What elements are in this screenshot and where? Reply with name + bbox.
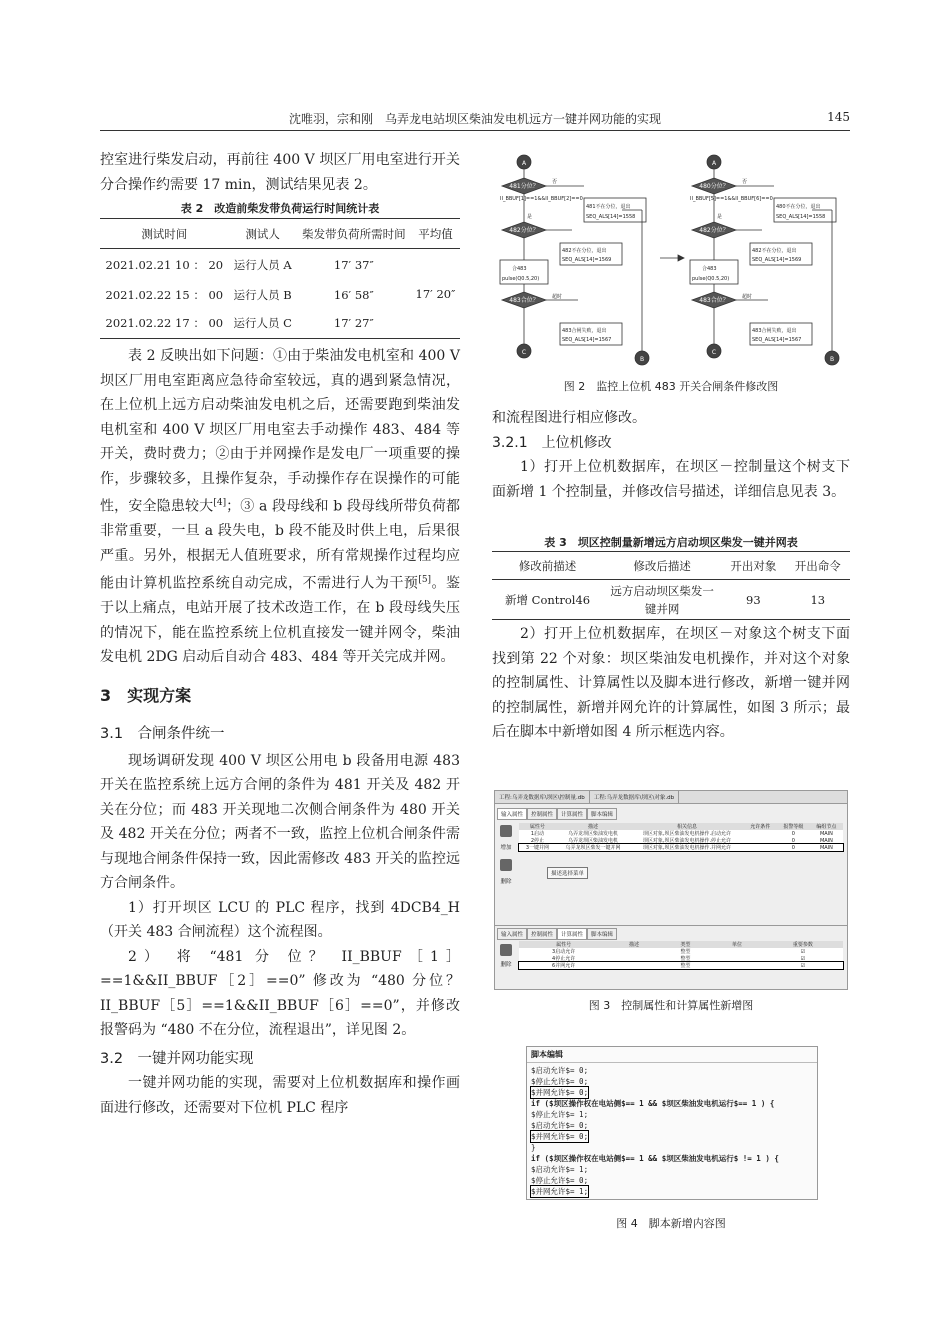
table3-cell: 远方启动坝区柴发一键并网	[610, 583, 714, 616]
svg-text:SEQ_ALS[14]=1569: SEQ_ALS[14]=1569	[562, 257, 612, 263]
table2-cell: 运行人员 C	[233, 316, 292, 331]
table2-cell: 运行人员 B	[233, 287, 292, 302]
code-line-highlighted: $并网允许$= 0;	[531, 1132, 589, 1141]
svg-text:482不在分位，退出: 482不在分位，退出	[562, 248, 607, 254]
cell: 坝区对象,坝区柴油发电机操作.并网允许	[642, 845, 732, 851]
label-a: A	[521, 160, 527, 167]
table-row-highlighted[interactable]: 3一键并网	[525, 845, 549, 851]
svg-text:是: 是	[717, 214, 723, 220]
svg-text:合483: 合483	[702, 266, 717, 272]
code-line: $启动允许$= 1;	[531, 1165, 589, 1174]
code-line: if ($坝区操作权在电站侧$== 1 && $坝区柴油发电机运行$ != 1 ) {	[531, 1154, 779, 1163]
table2-avg: 17′ 20″	[415, 286, 456, 301]
table-row[interactable]: 1启动	[530, 831, 544, 837]
table-row[interactable]: 3启动允许	[552, 949, 576, 955]
table2-header: 测试人	[245, 226, 280, 241]
svg-text:483合位？: 483合位？	[699, 297, 729, 304]
svg-text:否: 否	[552, 179, 558, 185]
subsection-heading: 3.2 一键并网功能实现	[100, 1050, 254, 1067]
cell: MAIN	[819, 837, 833, 844]
add-icon[interactable]	[500, 825, 512, 837]
col-header: 描述	[588, 824, 599, 830]
code-line: if ($坝区操作权在电站侧$== 1 && $坝区柴油发电机运行$== 1 ) {	[531, 1099, 775, 1108]
paragraph: 控室进行柴发启动，再前往 400 V 坝区厂用电室进行开关分合操作约需要 17 min，测试结果见表 2。	[100, 152, 460, 193]
paragraph	[100, 344, 460, 670]
table2	[100, 218, 460, 339]
tab-calc[interactable]: 计算属性	[557, 808, 587, 820]
table-row[interactable]: 4停止允许	[552, 956, 576, 962]
subsection-heading: 3.2.1 上位机修改	[492, 434, 612, 451]
cell: 坝区对象,坝区柴油发电机操作.停止允许	[642, 838, 732, 844]
svg-text:481不在分位，退出: 481不在分位，退出	[586, 204, 631, 210]
svg-text:SEQ_ALS[14]=1558: SEQ_ALS[14]=1558	[776, 214, 826, 220]
svg-text:pulse(Q0.5,20): pulse(Q0.5,20)	[502, 276, 540, 282]
subsection-heading: 3.1 合闸条件统一	[100, 726, 225, 743]
table3-caption: 表 3 坝区控制量新增远方启动坝区柴发一键并网表	[544, 536, 798, 549]
table2-cell: 运行人员 A	[233, 257, 292, 272]
checkbox[interactable]: ☑	[800, 948, 806, 955]
text-run: 表 2 反映出如下问题：①由于柴油发电机室和 400 V 坝区厂用电室距离应急待命室较远，真的遇到紧急情况，在上位机上远方启动柴油发电机之后，还需要跑到柴油发电机室和 400 V 坝区厂用电室去手动操作 483、484 等开关，费时费力；②由于并网操作是发电厂一项重要的操作，步骤较多，且操作复杂，手动操作存在误操作的可能性，安全隐患较大	[100, 348, 460, 515]
svg-text:B: B	[829, 356, 835, 363]
svg-text:II_BBUF[5]==1&&II_BBUF[6]==0: II_BBUF[5]==1&&II_BBUF[6]==0	[690, 196, 773, 202]
svg-text:pulse(Q0.5,20): pulse(Q0.5,20)	[692, 276, 730, 282]
cell: MAIN	[819, 844, 833, 851]
svg-text:480不在分位，退出: 480不在分位，退出	[776, 204, 821, 210]
tab-input[interactable]: 输入属性	[497, 928, 527, 940]
col-header: 重要参数	[792, 942, 813, 948]
svg-text:482不在分位，退出: 482不在分位，退出	[752, 248, 797, 254]
svg-text:合483: 合483	[512, 266, 527, 272]
col-header: 单位	[732, 942, 743, 948]
cell: 0	[791, 830, 795, 837]
add-label: 增加	[500, 845, 512, 851]
cell: 乌弄龙坝区柴油发电机	[568, 831, 619, 837]
svg-text:C: C	[711, 349, 717, 356]
text-run: ；③ a 段母线和 b 段母线所带负荷都非常重要，一旦 a 段失电，b 段不能及时供上电，后果很严重。另外，根据无人值班要求，所有常规操作过程均应能由计算机监控系统自动完成，不需进行人为干预	[100, 498, 461, 592]
table3-header: 开出命令	[794, 558, 841, 573]
citation: [4]	[213, 498, 227, 508]
svg-text:超时: 超时	[742, 294, 753, 300]
svg-text:482分位？: 482分位？	[509, 227, 539, 234]
text-run: 。鉴于以上痛点，电站开展了技术改造工作，在 b 段母线失压的情况下，能在监控系统上位机直接发一键并网令，柴油发电机 2DG 启动后自动合 483、484 等开关完成并网。	[100, 575, 460, 666]
svg-text:483合闸失败，退出: 483合闸失败，退出	[562, 328, 607, 334]
calc-table	[519, 941, 843, 969]
figure-4-caption: 图 4 脚本新增内容图	[616, 1217, 726, 1230]
paragraph: 现场调研发现 400 V 坝区公用电 b 段备用电源 483 开关在监控系统上远方合闸的条件为 481 开关及 482 开关在分位；而 483 开关现地二次侧合闸条件为 480 开关及 482 开关在分位；两者不一致，监控上位机合闸条件需与现地合闸条件保持一致，因此需修改 483 开关的监控远方合闸条件。	[100, 752, 460, 892]
col-header: 编组节点	[816, 824, 837, 830]
table-row[interactable]: 2停止	[530, 838, 544, 844]
tab-input[interactable]: 输入属性	[497, 808, 527, 820]
left-column	[100, 148, 460, 197]
file-tab[interactable]: 工程:乌弄龙数据库\坝区\对象.db	[590, 791, 679, 803]
delete-icon[interactable]	[500, 859, 512, 871]
svg-text:超时: 超时	[552, 294, 563, 300]
table3-cell: 93	[746, 592, 761, 607]
code-line-highlighted: $并网允许$= 0;	[531, 1088, 589, 1097]
table2-header: 测试时间	[141, 226, 188, 241]
table3	[492, 551, 850, 620]
checkbox[interactable]: ☑	[800, 955, 806, 962]
table2-cell: 17′ 27″	[333, 316, 374, 331]
svg-text:是: 是	[527, 214, 533, 220]
paragraph: 1）打开上位机数据库，在坝区－控制量这个树支下面新增 1 个控制量，并修改信号描述，详细信息见表 3。	[492, 459, 850, 500]
paragraph: 1）打开坝区 LCU 的 PLC 程序，找到 4DCB4_H（开关 483 合闸流程）这个流程图。	[100, 899, 460, 941]
code-line: $停止允许$= 0;	[531, 1176, 589, 1185]
right-body-2	[492, 622, 850, 745]
svg-text:483合闸失败，退出: 483合闸失败，退出	[752, 328, 797, 334]
running-header	[100, 108, 850, 131]
svg-text:SEQ_ALS[14]=1558: SEQ_ALS[14]=1558	[586, 214, 636, 220]
script-editor-title: 脚本编辑	[527, 1047, 817, 1063]
left-body	[100, 344, 460, 1120]
svg-text:否: 否	[742, 179, 748, 185]
figure-3-caption: 图 3 控制属性和计算属性新增图	[588, 999, 754, 1012]
flowchart	[492, 148, 850, 370]
col-header: 属性号	[529, 824, 545, 830]
checkbox[interactable]: ☑	[800, 962, 806, 969]
paragraph: 一键并网功能的实现，需要对上位机数据库和操作画面进行修改，还需要对下位机 PLC 程序	[100, 1075, 460, 1116]
svg-text:B: B	[639, 356, 645, 363]
table2-cell: 16′ 58″	[333, 287, 374, 302]
paragraph: 2） 将 “481 分 位？ II_BBUF［1］==1&&II_BBUF［2］==0” 修改为 “480 分位？ II_BBUF［5］==1&&II_BBUF［6］==0”，并修改报警码为 “480 不在分位，流程退出”，详见图 2。	[100, 948, 460, 1039]
figure-4	[526, 1046, 818, 1200]
table2-caption: 表 2 改造前柴发带负荷运行时间统计表	[180, 202, 380, 215]
right-body-1	[492, 406, 850, 504]
figure-2	[492, 148, 850, 370]
table2-cell: 2021.02.21 10 ： 20	[105, 257, 224, 272]
table3-header: 开出对象	[730, 558, 777, 573]
cell: 整型	[680, 963, 691, 969]
cell: MAIN	[819, 830, 833, 837]
svg-text:482分位？: 482分位？	[699, 227, 729, 234]
code-line: $启动允许$= 0;	[531, 1066, 589, 1075]
delete-icon[interactable]	[500, 944, 512, 956]
table2-header: 平均值	[418, 226, 453, 241]
table3-cell: 13	[810, 592, 826, 607]
svg-text:II_BBUF[1]==1&&II_BBUF[2]==0: II_BBUF[1]==1&&II_BBUF[2]==0	[500, 196, 583, 202]
running-title: 沈唯羽，宗和刚 乌弄龙电站坝区柴油发电机远方一键并网功能的实现	[288, 112, 661, 126]
code-line: $停止允许$= 1;	[531, 1110, 589, 1119]
tab-control[interactable]: 控制属性	[527, 808, 557, 820]
delete-label: 删除	[500, 879, 512, 885]
paragraph: 2）打开上位机数据库，在坝区－对象这个树支下面找到第 22 个对象：坝区柴油发电机操作，并对这个对象的控制属性、计算属性以及脚本进行修改，新增一键并网的控制属性，新增并网允许的计算属性，如图 3 所示；最后在脚本中新增如图 4 所示框选内容。	[492, 626, 850, 740]
svg-text:SEQ_ALS[14]=1567: SEQ_ALS[14]=1567	[562, 337, 612, 343]
svg-text:480分位？: 480分位？	[699, 183, 729, 190]
file-tab[interactable]: 工程:乌弄龙数据库\坝区\控制量.db	[495, 791, 590, 803]
table2-header: 柴发带负荷所需时间	[302, 226, 406, 241]
svg-text:SEQ_ALS[14]=1567: SEQ_ALS[14]=1567	[752, 337, 802, 343]
citation: [5]	[418, 575, 432, 586]
col-header: 属性号	[556, 942, 572, 948]
section-heading: 3 实现方案	[100, 685, 192, 705]
control-table	[519, 823, 843, 851]
table2-cell: 2021.02.22 15 ： 00	[105, 287, 224, 302]
cell: 整型	[680, 949, 691, 955]
code-line: $停止允许$= 0;	[531, 1077, 589, 1086]
cell: 乌弄龙坝区柴油发电机	[568, 838, 619, 844]
table-row-highlighted[interactable]: 6并网允许	[552, 963, 576, 969]
code-line-highlighted: $并网允许$= 1;	[531, 1187, 589, 1196]
tab-script[interactable]: 脚本编辑	[587, 928, 617, 940]
table2-cell: 2021.02.22 17 ： 00	[105, 316, 224, 331]
code-line: $启动允许$= 0;	[531, 1121, 589, 1130]
describe-menu-button[interactable]: 描述选择菜单	[547, 867, 588, 879]
table2-cell: 17′ 37″	[333, 257, 374, 272]
svg-text:SEQ_ALS[14]=1569: SEQ_ALS[14]=1569	[752, 257, 802, 263]
cell: 乌弄龙坝区柴发一键并网	[565, 845, 621, 851]
col-header: 允许条件	[750, 824, 771, 830]
table3-cell: 新增 Control46	[504, 592, 591, 607]
col-header: 类型	[680, 942, 691, 948]
code-line: }	[531, 1143, 536, 1152]
col-header: 相关信息	[676, 824, 697, 830]
col-header: 描述	[628, 942, 639, 948]
cell: 0	[791, 844, 795, 851]
svg-text:481分位？: 481分位？	[509, 183, 539, 190]
page-number: 145	[827, 110, 850, 124]
col-header: 报警等级	[783, 824, 804, 830]
cell: 整型	[680, 956, 691, 962]
figure-2-caption: 图 2 监控上位机 483 开关合闸条件修改图	[563, 380, 779, 393]
tab-calc[interactable]: 计算属性	[557, 928, 587, 940]
tab-script[interactable]: 脚本编辑	[587, 808, 617, 820]
table3-header: 修改前描述	[518, 558, 577, 573]
svg-text:483合位？: 483合位？	[509, 297, 539, 304]
figure-3	[494, 790, 848, 990]
svg-text:C: C	[521, 349, 527, 356]
cell: 坝区对象,坝区柴油发电机操作.启动允许	[642, 831, 732, 837]
tab-control[interactable]: 控制属性	[527, 928, 557, 940]
cell: 0	[791, 837, 795, 844]
svg-text:A: A	[711, 160, 717, 167]
table3-header: 修改后描述	[633, 558, 691, 573]
paragraph: 和流程图进行相应修改。	[492, 410, 646, 426]
delete-label: 删除	[500, 962, 512, 968]
